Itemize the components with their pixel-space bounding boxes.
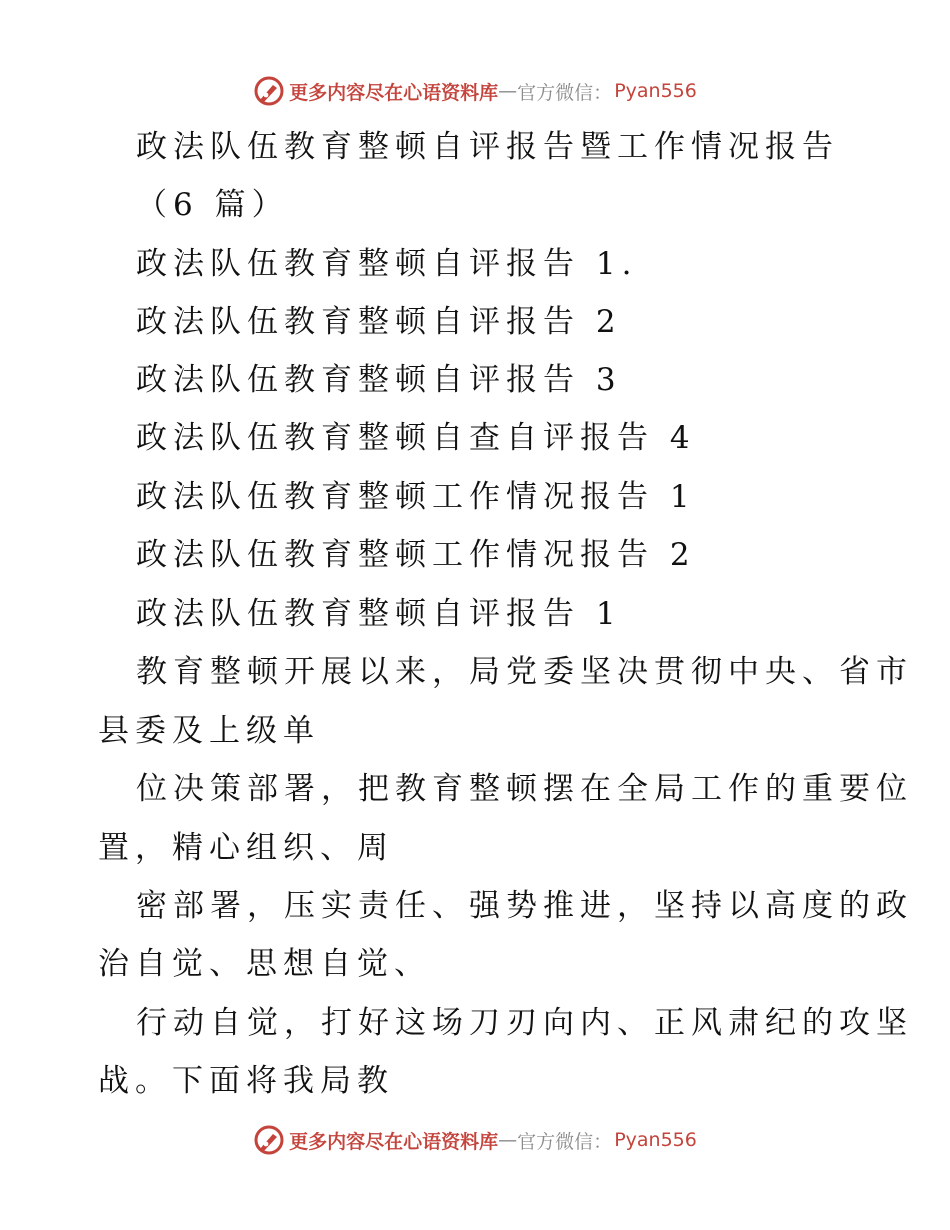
banner-official-text: 官方微信： xyxy=(517,81,613,104)
toc-item: 政法队伍教育整顿自评报告 1. xyxy=(136,246,638,282)
banner-dash: — xyxy=(498,80,518,102)
banner-wechat-id: Pyan556 xyxy=(614,1129,697,1151)
header-banner xyxy=(0,71,950,111)
toc-item: 政法队伍教育整顿工作情况报告 1 xyxy=(136,479,696,515)
toc-item: 政法队伍教育整顿自评报告 2 xyxy=(136,304,622,340)
body-line: 治自觉、思想自觉、 xyxy=(98,946,431,982)
toc-item: 政法队伍教育整顿自评报告 3 xyxy=(136,362,622,398)
banner-lead-text: 更多内容尽在心语资料库 xyxy=(289,1130,499,1153)
section-heading: 政法队伍教育整顿自评报告 1 xyxy=(136,596,622,632)
body-line: 战。下面将我局教 xyxy=(98,1063,394,1099)
body-line: 密部署，压实责任、强势推进，坚持以高度的政 xyxy=(136,888,913,924)
banner-official-text: 官方微信： xyxy=(517,1130,613,1153)
toc-item: 政法队伍教育整顿工作情况报告 2 xyxy=(136,537,696,573)
banner-wechat-id: Pyan556 xyxy=(614,80,697,102)
body-line: 教育整顿开展以来，局党委坚决贯彻中央、省市 xyxy=(136,654,913,690)
banner-dash: — xyxy=(498,1129,518,1151)
body-line: 行动自觉，打好这场刀刃向内、正风肃纪的攻坚 xyxy=(136,1005,913,1041)
document-title-line-2: （6 篇） xyxy=(136,187,289,223)
toc-item: 政法队伍教育整顿自查自评报告 4 xyxy=(136,420,696,456)
banner-lead-text: 更多内容尽在心语资料库 xyxy=(289,81,499,104)
pen-circle-icon xyxy=(253,75,285,107)
body-line: 置，精心组织、周 xyxy=(98,830,394,866)
document-title-line-1: 政法队伍教育整顿自评报告暨工作情况报告 xyxy=(136,129,839,165)
footer-banner xyxy=(0,1120,950,1160)
body-line: 县委及上级单 xyxy=(98,713,320,749)
body-line: 位决策部署，把教育整顿摆在全局工作的重要位 xyxy=(136,771,913,807)
pen-circle-icon xyxy=(253,1124,285,1156)
